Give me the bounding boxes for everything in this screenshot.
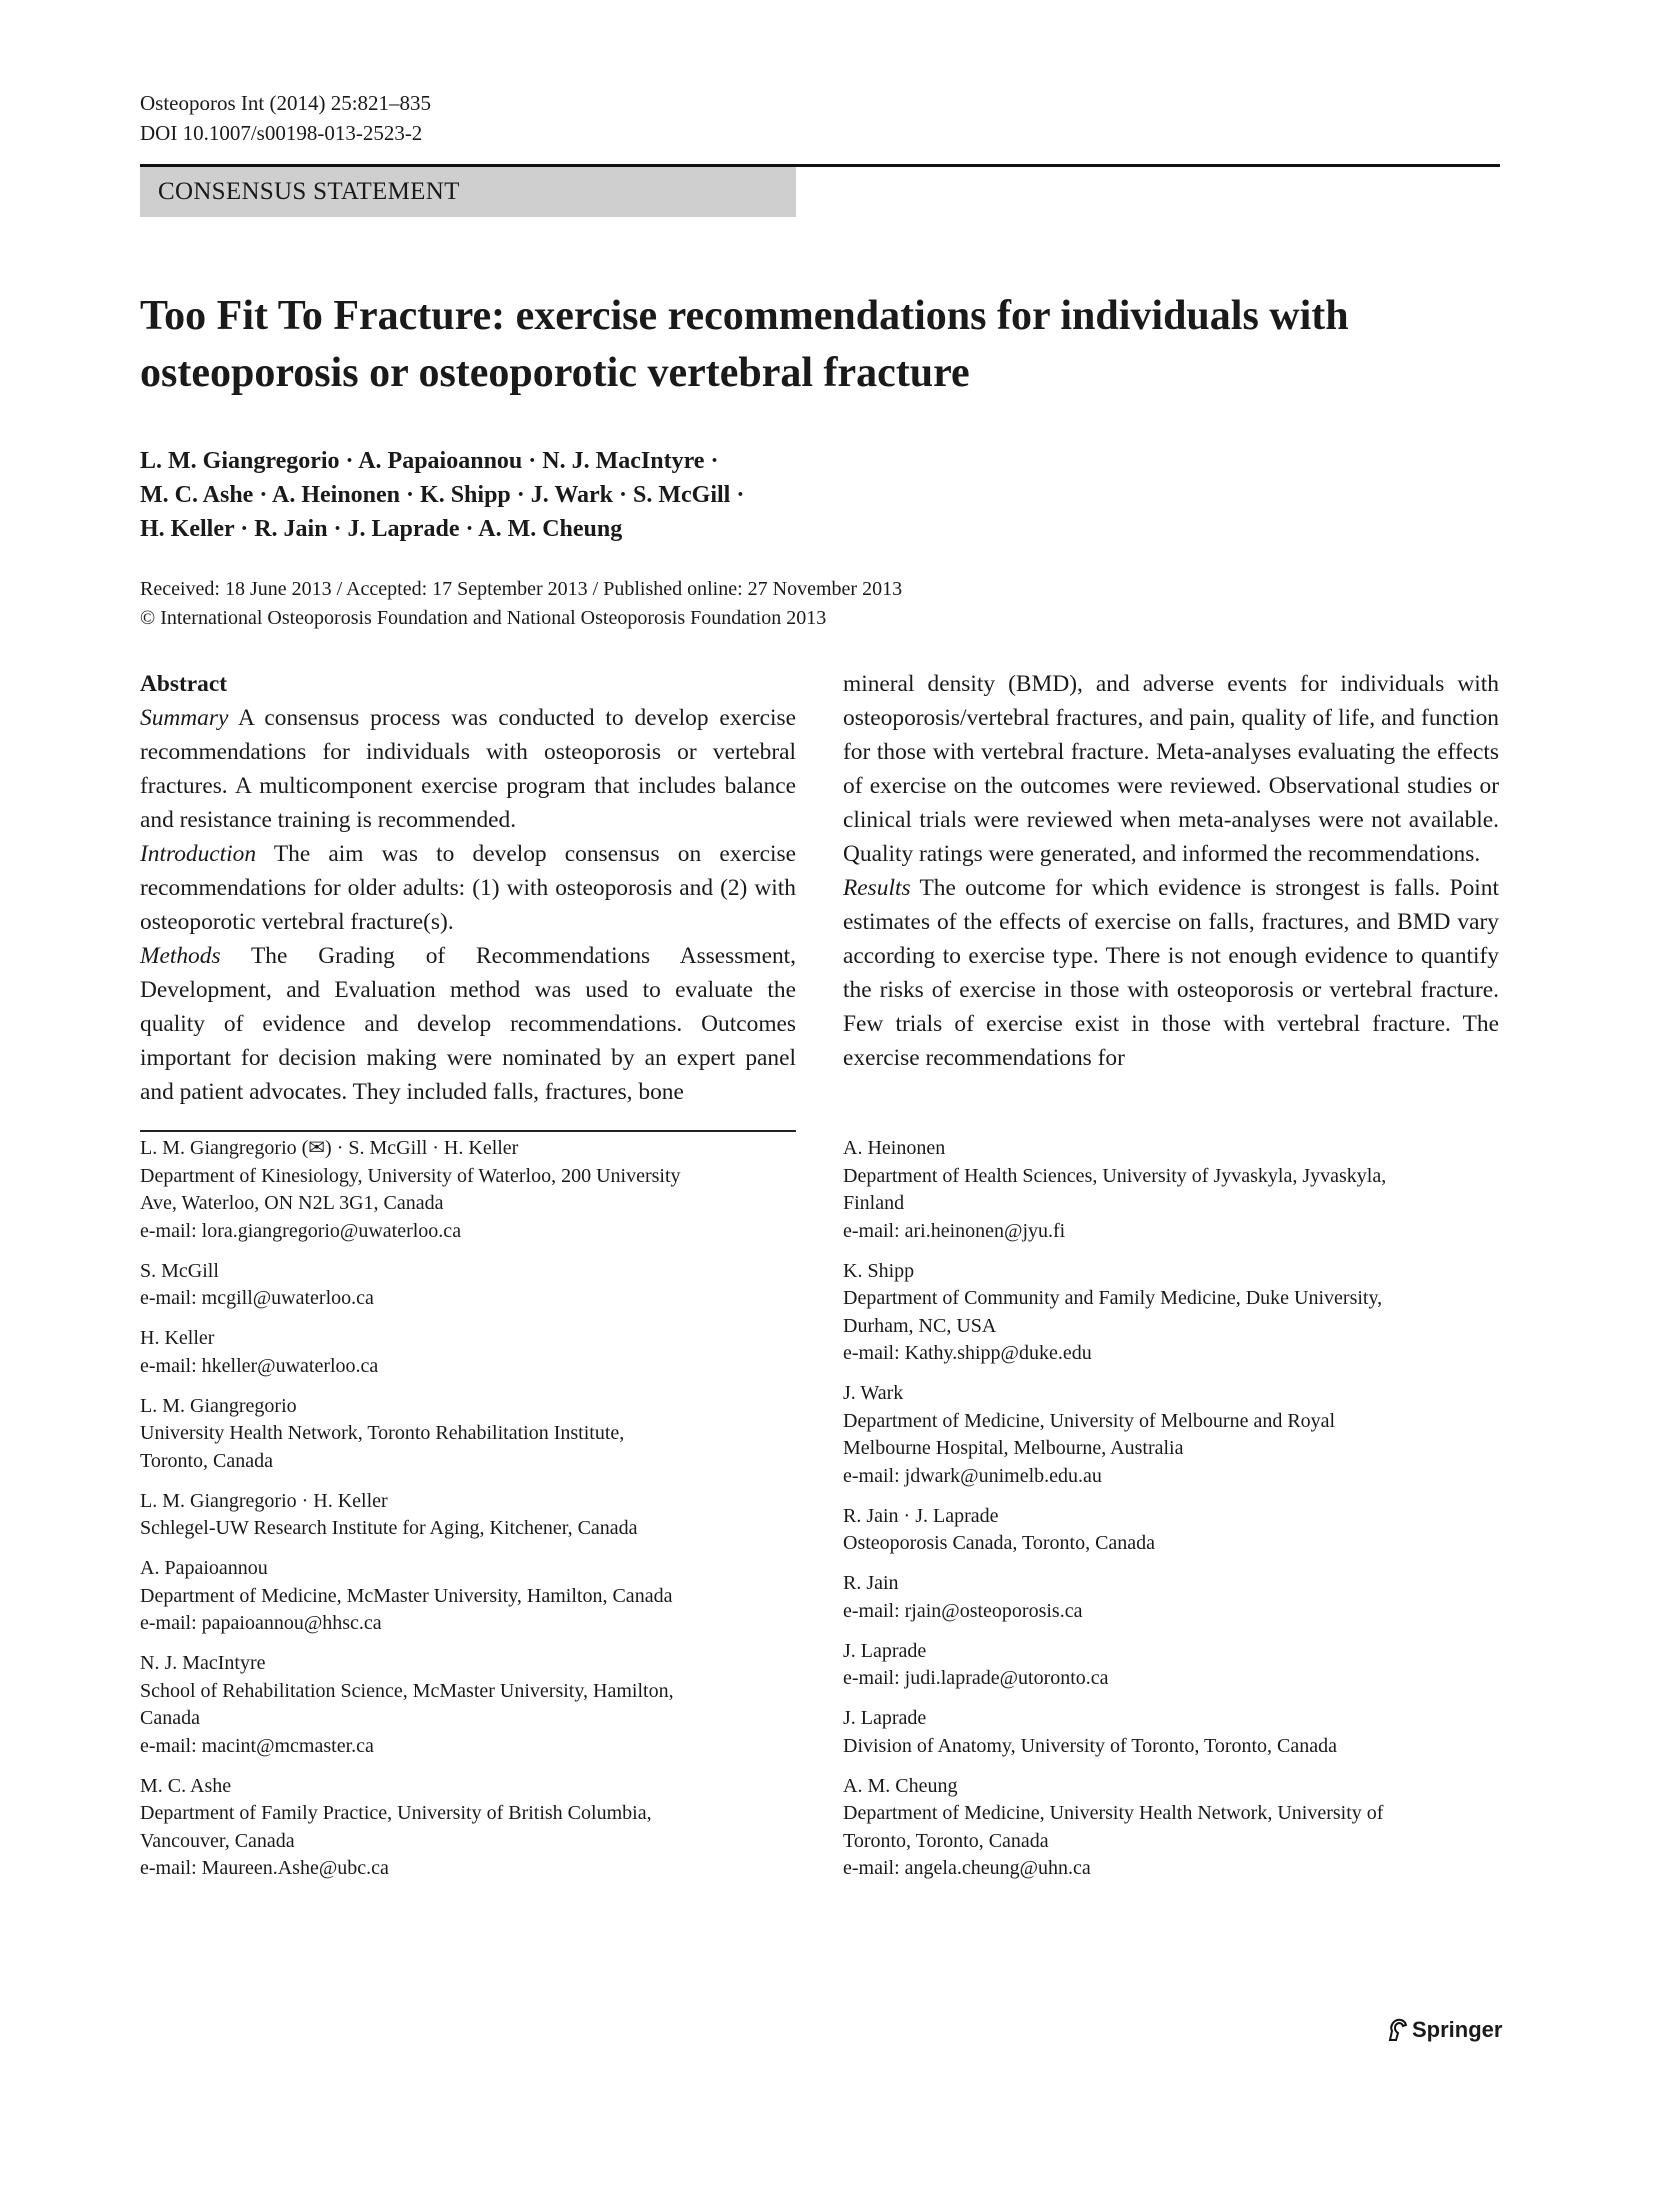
author-line: H. Keller · R. Jain · J. Laprade · A. M. Cheung (140, 516, 623, 542)
affiliations-left (140, 1135, 796, 1895)
affiliation-block (843, 1773, 1499, 1883)
affiliation-line: Durham, NC, USA (843, 1314, 997, 1337)
abstract-methods-continued: mineral density (BMD), and adverse events for individuals with osteoporosis/vertebral fractures, and pain, quality of life, and function for those with vertebral fracture. Meta-analyses evaluating the effects of exercise on the outcomes were reviewed. Observational studies or clinical trials were reviewed when meta-analyses were not available. Quality ratings were generated, and informed the recommendations. (843, 671, 1499, 867)
section-label: CONSENSUS STATEMENT (140, 167, 796, 217)
affiliation-block (843, 1380, 1499, 1490)
affiliation-line: University Health Network, Toronto Rehabilitation Institute, (140, 1422, 625, 1444)
affiliation-line: Melbourne Hospital, Melbourne, Australia (843, 1437, 1184, 1459)
affiliation-line: School of Rehabilitation Science, McMaster University, Hamilton, (140, 1679, 674, 1702)
affiliation-block (843, 1570, 1499, 1625)
affiliation-author: R. Jain (843, 1572, 899, 1594)
abstract-results (843, 871, 1499, 1075)
author-line: L. M. Giangregorio · A. Papaioannou · N. J. MacIntyre · (140, 448, 719, 474)
affiliation-author: A. Heinonen (843, 1137, 946, 1159)
affiliation-author: M. C. Ashe (140, 1774, 232, 1797)
abstract-right-column (843, 667, 1499, 1075)
methods-label: Methods (140, 943, 221, 969)
journal-header (140, 88, 431, 148)
affiliation-email[interactable]: e-mail: lora.giangregorio@uwaterloo.ca (140, 1219, 462, 1242)
affiliation-line: Toronto, Canada (140, 1449, 274, 1472)
author-line: M. C. Ashe · A. Heinonen · K. Shipp · J. Wark · S. McGill · (140, 482, 745, 508)
affiliation-line: Department of Medicine, University Health Network, University of (843, 1802, 1384, 1824)
affiliation-line: Division of Anatomy, University of Toronto, Toronto, Canada (843, 1734, 1338, 1757)
affiliation-block (843, 1705, 1499, 1760)
affiliation-author: L. M. Giangregorio (✉) · S. McGill · H. Keller (140, 1137, 519, 1159)
abstract-summary (140, 701, 796, 837)
affiliation-author: S. McGill (140, 1259, 219, 1282)
affiliation-author: A. M. Cheung (843, 1774, 958, 1797)
affiliation-line: Ave, Waterloo, ON N2L 3G1, Canada (140, 1192, 444, 1214)
affiliation-author: J. Laprade (843, 1639, 927, 1662)
results-label: Results (843, 875, 911, 901)
affiliation-line: Department of Medicine, McMaster University, Hamilton, Canada (140, 1584, 673, 1607)
results-text: The outcome for which evidence is strongest is falls. Point estimates of the effects of exercise on falls, fractures, and BMD vary according to exercise type. There is not enough evidence to quantify the risks of exercise in those with osteoporosis or vertebral fracture. Few trials of exercise exist in those with vertebral fracture. The exercise recommendations for (843, 875, 1499, 1071)
affiliation-email[interactable]: e-mail: rjain@osteoporosis.ca (843, 1599, 1083, 1622)
affiliation-block (140, 1393, 796, 1476)
affiliation-email[interactable]: e-mail: Maureen.Ashe@ubc.ca (140, 1857, 389, 1879)
publisher-name: Springer (1412, 2017, 1503, 2042)
affiliation-line: Department of Family Practice, University of British Columbia, (140, 1802, 652, 1824)
affiliation-line: Department of Kinesiology, University of Waterloo, 200 University (140, 1164, 681, 1187)
affiliation-line: Finland (843, 1192, 905, 1214)
affiliation-author: L. M. Giangregorio (140, 1394, 297, 1417)
summary-label: Summary (140, 705, 229, 731)
article-title: Too Fit To Fracture: exercise recommendations for individuals with osteoporosis or osteoporotic vertebral fracture (140, 293, 1349, 396)
copyright-line: © International Osteoporosis Foundation and National Osteoporosis Foundation 2013 (140, 607, 827, 629)
affiliation-line: Canada (140, 1707, 200, 1729)
affiliation-author: K. Shipp (843, 1259, 915, 1282)
publisher-logo (1386, 2017, 1502, 2043)
affiliation-block (843, 1258, 1499, 1368)
journal-doi: DOI 10.1007/s00198-013-2523-2 (140, 121, 423, 145)
affiliation-author: A. Papaioannou (140, 1557, 268, 1579)
affiliation-block (140, 1773, 796, 1883)
affiliation-line: Department of Medicine, University of Melbourne and Royal (843, 1409, 1336, 1432)
affiliation-block (843, 1638, 1499, 1693)
affiliation-email[interactable]: e-mail: papaioannou@hhsc.ca (140, 1612, 382, 1634)
affiliations-right (843, 1135, 1499, 1895)
affiliation-author: L. M. Giangregorio · H. Keller (140, 1489, 388, 1512)
affiliation-block (140, 1258, 796, 1313)
author-list (140, 444, 900, 546)
affiliation-block (140, 1488, 796, 1543)
affiliation-block (140, 1650, 796, 1760)
footnote-rule (140, 1130, 796, 1132)
affiliation-block (140, 1555, 796, 1638)
introduction-label: Introduction (140, 841, 257, 867)
affiliation-email[interactable]: e-mail: Kathy.shipp@duke.edu (843, 1342, 1092, 1364)
affiliation-author: J. Laprade (843, 1707, 927, 1729)
introduction-text: The aim was to develop consensus on exercise recommendations for older adults: (1) with osteoporosis and (2) with osteoporotic vertebral fracture(s). (140, 841, 796, 935)
abstract-left-column (140, 667, 796, 1109)
affiliation-email[interactable]: e-mail: ari.heinonen@jyu.fi (843, 1219, 1066, 1242)
affiliation-line: Department of Health Sciences, University of Jyvaskyla, Jyvaskyla, (843, 1164, 1387, 1187)
affiliation-author: N. J. MacIntyre (140, 1652, 266, 1674)
affiliation-block (843, 1135, 1499, 1245)
methods-text: The Grading of Recommendations Assessment, Development, and Evaluation method was used to evaluate the quality of evidence and develop recommendations. Outcomes important for decision making were nominated by an expert panel and patient advocates. They included falls, fractures, bone (140, 943, 796, 1105)
summary-text: A consensus process was conducted to develop exercise recommendations for individuals with osteoporosis or vertebral fractures. A multicomponent exercise program that includes balance and resistance training is recommended. (140, 705, 797, 833)
received-accepted-published: Received: 18 June 2013 / Accepted: 17 September 2013 / Published online: 27 November 2013 (140, 578, 903, 600)
springer-horse-icon (1386, 2018, 1408, 2042)
affiliation-email[interactable]: e-mail: judi.laprade@utoronto.ca (843, 1667, 1109, 1689)
affiliation-email[interactable]: e-mail: macint@mcmaster.ca (140, 1734, 374, 1757)
affiliation-author: R. Jain · J. Laprade (843, 1504, 999, 1527)
affiliation-line: Department of Community and Family Medicine, Duke University, (843, 1287, 1383, 1309)
abstract-introduction (140, 837, 796, 939)
affiliation-email[interactable]: e-mail: angela.cheung@uhn.ca (843, 1857, 1091, 1879)
affiliation-block (140, 1135, 796, 1245)
affiliation-email[interactable]: e-mail: jdwark@unimelb.edu.au (843, 1464, 1102, 1487)
affiliation-line: Vancouver, Canada (140, 1829, 295, 1852)
abstract-heading: Abstract (140, 671, 228, 697)
affiliation-author: J. Wark (843, 1382, 904, 1404)
affiliation-line: Schlegel-UW Research Institute for Aging, Kitchener, Canada (140, 1517, 638, 1539)
abstract-methods (140, 939, 796, 1109)
affiliation-block (140, 1325, 796, 1380)
publication-dates (140, 575, 1240, 633)
affiliation-line: Toronto, Toronto, Canada (843, 1829, 1049, 1852)
affiliation-email[interactable]: e-mail: hkeller@uwaterloo.ca (140, 1354, 379, 1377)
affiliation-block (843, 1503, 1499, 1558)
affiliation-email[interactable]: e-mail: mcgill@uwaterloo.ca (140, 1287, 374, 1309)
affiliation-line: Osteoporosis Canada, Toronto, Canada (843, 1532, 1156, 1554)
affiliation-author: H. Keller (140, 1327, 215, 1349)
journal-citation: Osteoporos Int (2014) 25:821–835 (140, 91, 432, 115)
